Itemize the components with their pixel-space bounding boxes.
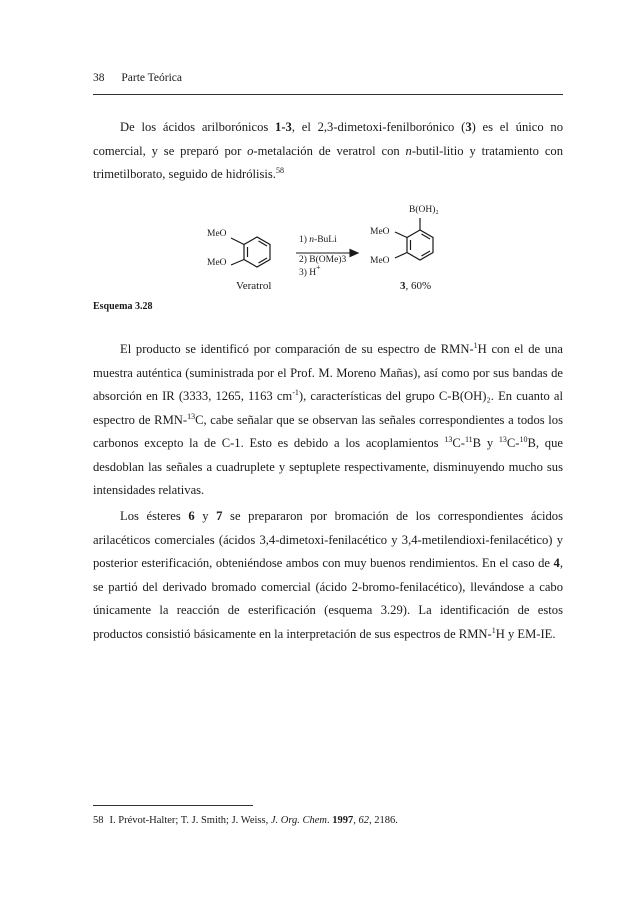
footnote-reference: 58 xyxy=(275,166,284,175)
reactant-methoxy-bottom: MeO xyxy=(207,258,227,268)
scheme-drawing xyxy=(0,195,638,305)
paragraph-3: Los ésteres 6 y 7 se prepararon por bromación de los correspondientes ácidos arilacéticos comerciales (ácidos 3,4-dimetoxi-fenilacético y 3,4-metilendioxi-fenilacético) y posterior esterificación, obteniéndose ambos con muy buenos rendimientos. En el caso de 4, se partió del derivado bromado comercial (ácido 2-bromo-fenilacético), llevándose a cabo únicamente la reacción de esterificación (esquema 3.29). La identificación de estos productos consistió básicamente en la interpretación de sus espectros de RMN-$^1$H y EM-IE. xyxy=(93,509,564,641)
product-methoxy-top: MeO xyxy=(370,227,390,237)
section-title: Parte Teórica xyxy=(121,72,182,84)
paragraph-2: El producto se identificó por comparación de su espectro de RMN-$^1$H con el de una muestra auténtica (suministrada por el Prof. M. Moreno Mañas), así como por sus bandas de absorción en IR (3333, 1265, 1163 $cm^{-1}$), características del grupo C-B(OH)₂. En cuanto al espectro de RMN-$^{13}$C, cabe señalar que se observan las señales correspondientes a todos los carbonos excepto la de C-1. Esto es debido a los acoplamientos $^{13}$C-$^{11}$B y $^{13}$C-$^{10}$B, que desdoblan las señales a cuadruplete y septuplete respectivamente, disminuyendo mucho sus intensidades relativas. xyxy=(93,341,563,497)
reactant-name: Veratrol xyxy=(236,280,272,292)
product-label: 3, 60% xyxy=(400,280,432,292)
scheme-caption: Esquema 3.28 xyxy=(93,301,153,312)
boronic-acid-group: B(OH)₂ xyxy=(409,205,439,215)
footnote: 58 I. Prévot-Halter; T. J. Smith; J. Weiss, J. Org. Chem. 1997, 62, 2186. xyxy=(93,815,398,826)
footnote-mark: 58 xyxy=(93,815,104,826)
reagent-step-2: 2) B(OMe)3 xyxy=(299,255,347,265)
reactant-methoxy-top: MeO xyxy=(207,229,227,239)
product-structure xyxy=(395,218,433,260)
reagent-step-1: 1) n-BuLi xyxy=(299,235,337,245)
reaction-scheme xyxy=(0,195,638,305)
product-methoxy-bottom: MeO xyxy=(370,256,390,266)
page-header xyxy=(93,72,182,84)
page-number: 38 xyxy=(93,72,105,84)
veratrol-structure xyxy=(231,237,270,267)
reagent-step-3: 3) H+ xyxy=(299,263,321,278)
footnote-rule xyxy=(93,805,253,806)
header-rule xyxy=(93,94,563,95)
paragraph-1: De los ácidos arilborónicos 1-3, el 2,3-dimetoxi-fenilborónico (3) es el único no comercial, y se preparó por o-metalación de veratrol con n-butil-litio y tratamiento con trimetilborato, seguido de hidrólisis.$^{58}$ xyxy=(93,120,564,181)
